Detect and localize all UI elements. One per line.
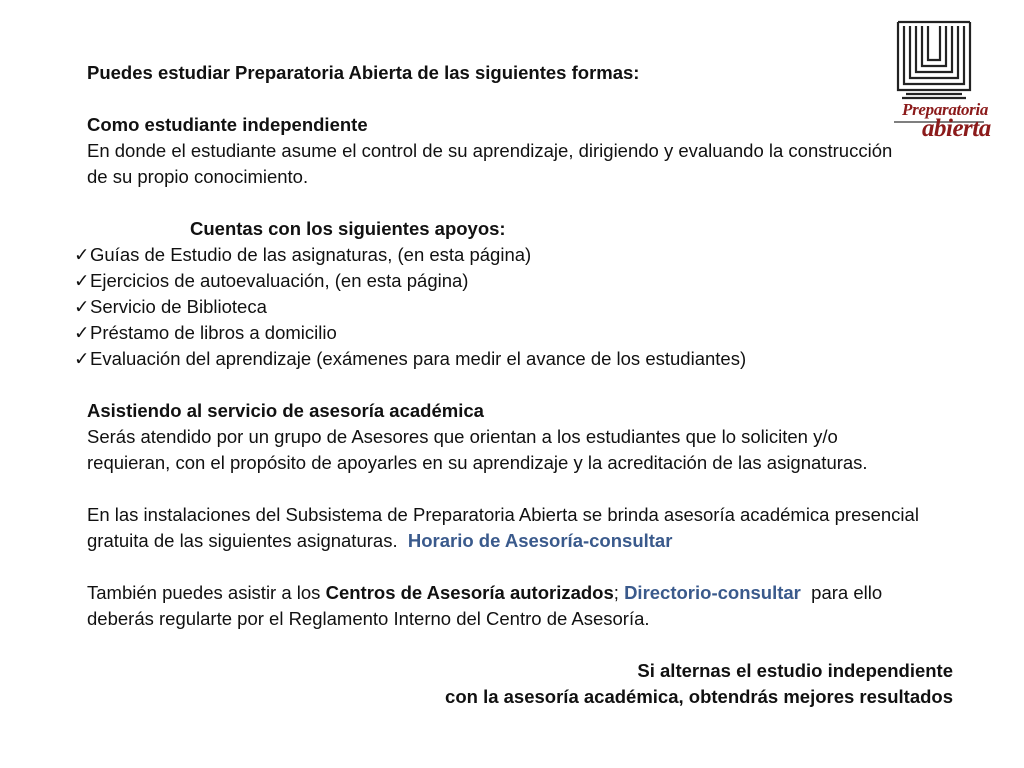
supports-heading: Cuentas con los siguientes apoyos: <box>190 218 506 239</box>
spacer <box>87 632 957 658</box>
independent-heading: Como estudiante independiente <box>87 114 368 135</box>
checkmark-icon: ✓ <box>74 348 90 369</box>
centers-line2: deberás regularte por el Reglamento Interno del Centro de Asesoría. <box>87 608 650 629</box>
directory-link[interactable]: Directorio-consultar <box>624 582 801 603</box>
spacer <box>87 554 957 580</box>
support-item <box>74 294 957 320</box>
facilities-line2-text: gratuita de las siguientes asignaturas. <box>87 530 408 551</box>
centers-bold-text: Centros de Asesoría autorizados <box>325 582 614 603</box>
schedule-link[interactable]: Horario de Asesoría-consultar <box>407 530 673 551</box>
checkmark-icon: ✓ <box>74 270 90 291</box>
support-item-label: Préstamo de libros a domicilio <box>90 322 337 343</box>
spacer <box>87 476 957 502</box>
logo-text-preparatoria: Preparatoria <box>902 100 989 119</box>
intro-heading: Puedes estudiar Preparatoria Abierta de las siguientes formas: <box>87 62 640 83</box>
centers-separator: ; <box>613 582 625 603</box>
spacer <box>87 372 957 398</box>
logo-text-abierta: abierta <box>922 115 991 142</box>
centers-line1 <box>87 580 957 606</box>
support-item-label: Evaluación del aprendizaje (exámenes para medir el avance de los estudiantes) <box>90 348 747 369</box>
facilities-line1: En las instalaciones del Subsistema de Preparatoria Abierta se brinda asesoría académica presencial <box>87 504 919 525</box>
support-item <box>74 320 957 346</box>
closing-line1: Si alternas el estudio independiente <box>637 660 953 681</box>
advisory-line1: Serás atendido por un grupo de Asesores que orientan a los estudiantes que lo soliciten y/o <box>87 426 838 447</box>
checkmark-icon: ✓ <box>74 244 90 265</box>
checkmark-icon: ✓ <box>74 322 90 343</box>
closing-line2: con la asesoría académica, obtendrás mejores resultados <box>445 686 953 707</box>
independent-desc-line2: de su propio conocimiento. <box>87 166 309 187</box>
advisory-line2: requieran, con el propósito de apoyarles en su aprendizaje y la acreditación de las asignaturas. <box>87 452 868 473</box>
checkmark-icon: ✓ <box>74 296 90 317</box>
facilities-line2 <box>87 528 957 554</box>
support-item-label: Guías de Estudio de las asignaturas, (en esta página) <box>90 244 532 265</box>
spacer <box>87 86 957 112</box>
centers-suffix: para ello <box>800 582 883 603</box>
independent-desc-line1: En donde el estudiante asume el control de su aprendizaje, dirigiendo y evaluando la construcción <box>87 140 893 161</box>
advisory-heading: Asistiendo al servicio de asesoría académica <box>87 400 484 421</box>
support-item <box>74 242 957 268</box>
support-item <box>74 346 957 372</box>
support-item-label: Ejercicios de autoevaluación, (en esta página) <box>90 270 469 291</box>
support-item-label: Servicio de Biblioteca <box>90 296 267 317</box>
support-item <box>74 268 957 294</box>
centers-prefix: También puedes asistir a los <box>87 582 326 603</box>
main-content <box>74 60 957 710</box>
spacer <box>87 190 957 216</box>
